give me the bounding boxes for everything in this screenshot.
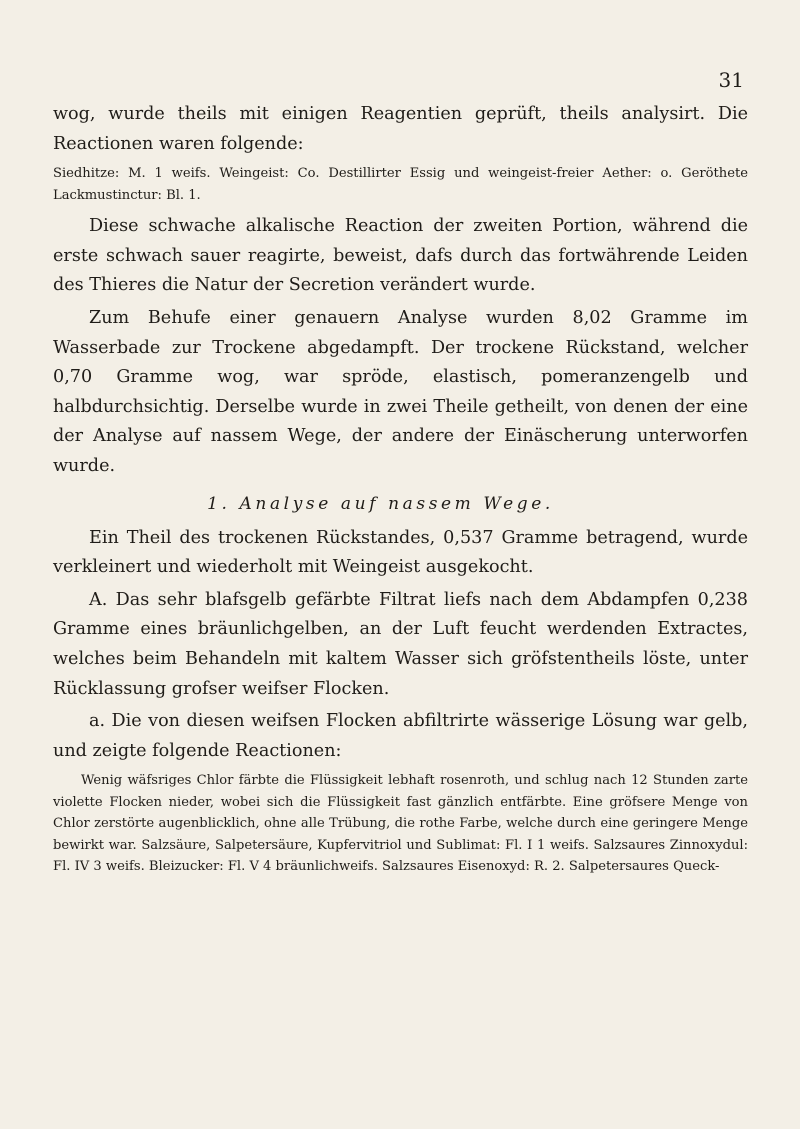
page-number: 31 (718, 68, 744, 92)
paragraph: a. Die von diesen weifsen Flocken abfiltrirte wässerige Lösung war gelb, und zeigte folgende Reactionen: (53, 711, 748, 761)
paragraph: Zum Behufe einer genauern Analyse wurden 8,02 Gramme im Wasserbade zur Trockene abgedampft. Der trockene Rückstand, welcher 0,70 Gramme wog, war spröde, elastisch, pomeranzengelb und halbdurchsichtig. Derselbe wurde in zwei Theile getheilt, von denen der eine der Analyse auf nassem Wege, der andere der Einäscherung unterworfen wurde. (53, 307, 748, 476)
paragraph: Diese schwache alkalische Reaction der zweiten Portion, während die erste schwach sauer reagirte, beweist, dafs durch das fortwährende Leiden des Thieres die Natur der Secretion verändert wurde. (53, 216, 748, 296)
section-heading: 1. Analyse auf nassem Wege. (207, 493, 554, 514)
reactions-list: Siedhitze: M. 1 weifs. Weingeist: Co. Destillirter Essig und weingeist-freier Aether: o. Geröthete Lackmustinctur: Bl. 1. (53, 166, 748, 203)
paragraph: Ein Theil des trockenen Rückstandes, 0,537 Gramme betragend, wurde verkleinert und wiederholt mit Weingeist ausgekocht. (53, 527, 748, 578)
page-body (53, 100, 748, 884)
reactions-list: Wenig wäfsriges Chlor färbte die Flüssigkeit lebhaft rosenroth, und schlug nach 12 Stunden zarte violette Flocken nieder, wobei sich die Flüssigkeit fast gänzlich entfärbte. Eine gröfsere Menge von Chlor zerstörte augenblicklich, ohne alle Trübung, die rothe Farbe, welche durch eine geringere Menge bewirkt war. Salzsäure, Salpetersäure, Kupfervitriol und Sublimat: Fl. I 1 weifs. Salzsaures Zinnoxydul: Fl. IV 3 weifs. Bleizucker: Fl. V 4 bräunlichweifs. Salzsaures Eisenoxyd: R. 2. Salpetersaures Queck- (53, 773, 748, 875)
paragraph: wog, wurde theils mit einigen Reagentien geprüft, theils analysirt. Die Reactionen waren folgende: (53, 104, 748, 154)
paragraph: A. Das sehr blafsgelb gefärbte Filtrat liefs nach dem Abdampfen 0,238 Gramme eines bräunlichgelben, an der Luft feucht werdenden Extractes, welches beim Behandeln mit kaltem Wasser sich gröfstentheils löste, unter Rücklassung grofser weifser Flocken. (53, 589, 748, 699)
